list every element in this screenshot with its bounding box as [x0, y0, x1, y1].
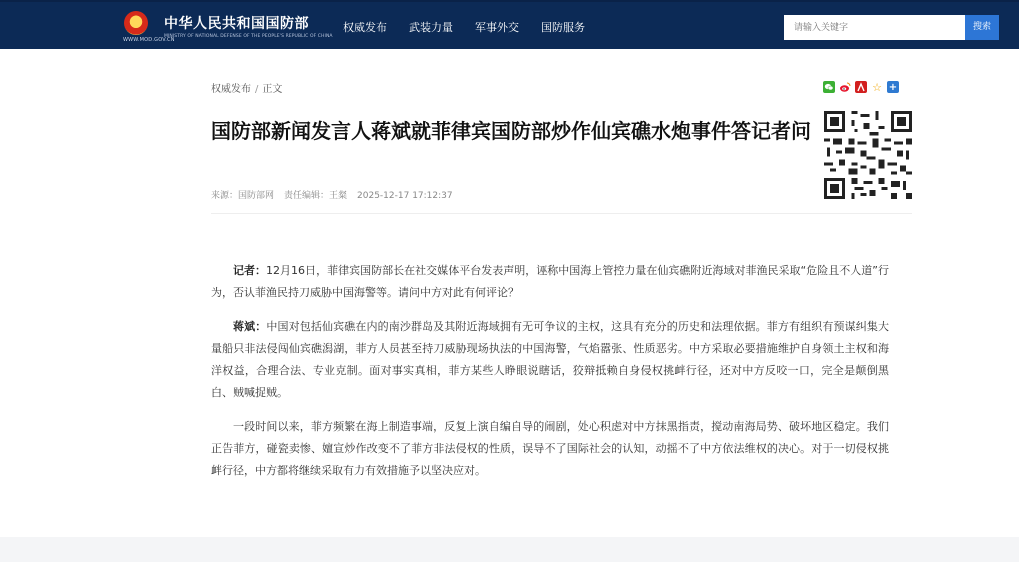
breadcrumb-current: 正文 — [262, 84, 283, 95]
nav-item-authoritative-release[interactable]: 权威发布 — [343, 21, 387, 34]
nav-item-military-diplomacy[interactable]: 军事外交 — [475, 21, 519, 34]
article-paragraph — [211, 416, 889, 482]
paragraph-text: 中国对包括仙宾礁在内的南沙群岛及其附近海域拥有无可争议的主权，这具有充分的历史和法理依据。菲方有组织有预谋纠集大量船只非法侵闯仙宾礁潟湖，菲方人员甚至持刀威胁现场执法的中国海警，气焰嚣张、性质恶劣。中方采取必要措施维护自身领土主权和海洋权益，合理合法、专业克制。面对事实真相，菲方某些人睁眼说瞎话，狡辩抵赖自身侵权挑衅行径，还对中方反咬一口，完全是颠倒黑白、贼喊捉贼。 — [211, 320, 890, 399]
main-nav — [343, 19, 607, 35]
breadcrumb — [211, 80, 282, 95]
article-datetime: 2025-12-17 17:12:37 — [357, 191, 453, 201]
paragraph-text: 12月16日，菲律宾国防部长在社交媒体平台发表声明，诬称中国海上管控力量在仙宾礁附近海域对菲渔民采取“危险且不人道”行为，否认菲渔民持刀威胁中国海警等。请问中方对此有何评论？ — [211, 264, 889, 299]
search-button[interactable]: 搜索 — [965, 15, 999, 40]
emblem-caption: WWW.MOD.GOV.CN — [123, 37, 175, 43]
weibo-icon[interactable] — [839, 81, 851, 93]
article-paragraph — [211, 316, 889, 404]
nav-item-defense-services[interactable]: 国防服务 — [541, 21, 585, 34]
favorite-star-icon[interactable]: ☆ — [872, 80, 882, 94]
site-header — [0, 0, 1019, 49]
wechat-icon[interactable] — [823, 81, 835, 93]
article-source: 来源：国防部网 — [211, 191, 275, 201]
footer-band — [0, 537, 1019, 562]
nav-item-armed-forces[interactable]: 武装力量 — [409, 21, 453, 34]
breadcrumb-separator: / — [255, 84, 259, 95]
national-emblem-icon — [124, 11, 148, 35]
article-paragraph — [211, 260, 889, 304]
article-body — [211, 260, 889, 494]
paragraph-text: 一段时间以来，菲方频繁在海上制造事端，反复上演自编自导的闹剧，处心积虑对中方抹黑指责，搅动南海局势、破坏地区稳定。我们正告菲方，碰瓷卖惨、嬗宣炒作改变不了菲方非法侵权的性质，误导不了国际社会的认知，动摇不了中方依法维权的决心。对于一切侵权挑衅行径，中方都将继续采取有力有效措施予以坚决应对。 — [211, 420, 889, 477]
qr-code-icon — [824, 111, 912, 199]
article-editor: 责任编辑：王粲 — [284, 191, 348, 201]
breadcrumb-section-link[interactable]: 权威发布 — [211, 84, 251, 95]
site-title: 中华人民共和国国防部 — [164, 16, 309, 32]
site-subtitle: MINISTRY OF NATIONAL DEFENSE OF THE PEOPLE'S REPUBLIC OF CHINA — [164, 34, 333, 39]
title-divider — [211, 213, 912, 214]
article-title: 国防部新闻发言人蒋斌就菲律宾国防部炒作仙宾礁水炮事件答记者问 — [211, 119, 811, 143]
people-icon[interactable] — [855, 81, 867, 93]
speaker-label: 记者： — [233, 264, 267, 277]
search-input[interactable] — [784, 15, 965, 40]
more-share-icon[interactable]: + — [888, 81, 898, 93]
speaker-label: 蒋斌： — [233, 320, 267, 333]
article-meta — [211, 188, 463, 201]
share-bar — [823, 81, 899, 93]
